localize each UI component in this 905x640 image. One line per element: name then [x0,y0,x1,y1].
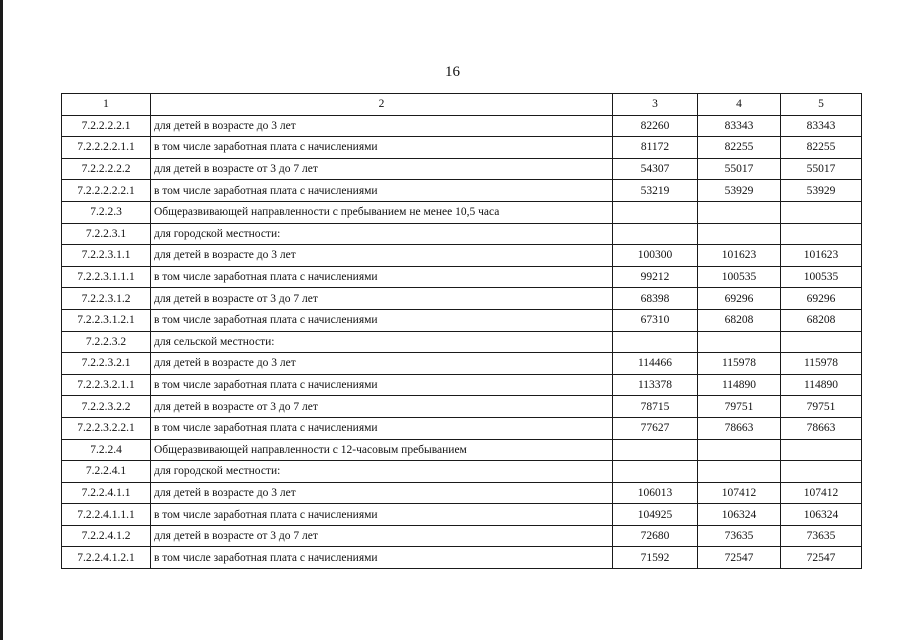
row-code-cell: 7.2.2.4 [62,439,151,461]
row-value-col3 [613,223,698,245]
table-row [62,396,862,418]
row-value-col5 [781,201,862,223]
row-description-cell: для городской местности: [151,223,613,245]
row-value-col5: 53929 [781,180,862,202]
row-value-col5 [781,439,862,461]
column-header: 2 [151,94,613,116]
row-value-col3: 106013 [613,482,698,504]
row-value-col5: 79751 [781,396,862,418]
row-code-cell: 7.2.2.3.2.1 [62,353,151,375]
row-code-cell: 7.2.2.3.1.1.1 [62,266,151,288]
row-value-col4: 53929 [698,180,781,202]
row-value-col5: 114890 [781,374,862,396]
table-row [62,331,862,353]
row-value-col4 [698,223,781,245]
row-value-col5: 68208 [781,309,862,331]
row-value-col4: 55017 [698,158,781,180]
table-row [62,417,862,439]
row-description-cell: Общеразвивающей направленности с пребыванием не менее 10,5 часа [151,201,613,223]
row-value-col5: 107412 [781,482,862,504]
row-value-col3: 104925 [613,504,698,526]
row-code-cell: 7.2.2.4.1 [62,461,151,483]
table-row [62,461,862,483]
row-value-col3: 68398 [613,288,698,310]
row-description-cell: в том числе заработная плата с начислениями [151,504,613,526]
row-code-cell: 7.2.2.3.2 [62,331,151,353]
row-value-col4: 107412 [698,482,781,504]
row-value-col4: 115978 [698,353,781,375]
table-row [62,245,862,267]
row-code-cell: 7.2.2.3.2.1.1 [62,374,151,396]
row-value-col3 [613,439,698,461]
row-value-col4: 82255 [698,137,781,159]
table-row [62,309,862,331]
table-row [62,547,862,569]
row-code-cell: 7.2.2.4.1.2.1 [62,547,151,569]
row-code-cell: 7.2.2.3.1.2 [62,288,151,310]
row-description-cell: для детей в возрасте до 3 лет [151,482,613,504]
row-value-col3: 82260 [613,115,698,137]
row-description-cell: для детей в возрасте до 3 лет [151,353,613,375]
row-value-col4 [698,461,781,483]
row-value-col3: 72680 [613,525,698,547]
table-header-row [62,94,862,116]
row-value-col3: 71592 [613,547,698,569]
row-code-cell: 7.2.2.3.1.1 [62,245,151,267]
row-value-col5 [781,331,862,353]
data-table [61,93,862,569]
row-value-col5: 115978 [781,353,862,375]
row-description-cell: в том числе заработная плата с начислениями [151,137,613,159]
row-value-col4: 114890 [698,374,781,396]
row-value-col4: 106324 [698,504,781,526]
row-description-cell: в том числе заработная плата с начислениями [151,547,613,569]
row-code-cell: 7.2.2.4.1.2 [62,525,151,547]
row-value-col4: 68208 [698,309,781,331]
row-value-col3: 100300 [613,245,698,267]
table-row [62,180,862,202]
row-description-cell: в том числе заработная плата с начислениями [151,417,613,439]
row-description-cell: в том числе заработная плата с начислениями [151,309,613,331]
row-value-col3: 67310 [613,309,698,331]
page-number: 16 [445,64,460,80]
row-value-col3: 78715 [613,396,698,418]
page-left-edge [0,0,3,640]
table-row [62,439,862,461]
row-value-col3 [613,461,698,483]
table-row [62,223,862,245]
column-header: 1 [62,94,151,116]
table-row [62,158,862,180]
column-header: 3 [613,94,698,116]
table-row [62,137,862,159]
row-description-cell: Общеразвивающей направленности с 12-часовым пребыванием [151,439,613,461]
row-value-col4 [698,331,781,353]
column-header: 5 [781,94,862,116]
table-row [62,353,862,375]
row-value-col4 [698,439,781,461]
row-code-cell: 7.2.2.4.1.1 [62,482,151,504]
row-value-col5: 101623 [781,245,862,267]
row-description-cell: для городской местности: [151,461,613,483]
row-value-col5: 55017 [781,158,862,180]
row-description-cell: для детей в возрасте от 3 до 7 лет [151,158,613,180]
row-value-col5: 73635 [781,525,862,547]
row-description-cell: для детей в возрасте от 3 до 7 лет [151,288,613,310]
row-code-cell: 7.2.2.3.2.2 [62,396,151,418]
table-body [62,115,862,568]
row-value-col3: 99212 [613,266,698,288]
table-row [62,266,862,288]
row-description-cell: для детей в возрасте до 3 лет [151,245,613,267]
row-value-col4: 73635 [698,525,781,547]
row-value-col5: 82255 [781,137,862,159]
table-row [62,201,862,223]
row-code-cell: 7.2.2.3.2.2.1 [62,417,151,439]
row-value-col3: 81172 [613,137,698,159]
row-value-col3: 77627 [613,417,698,439]
row-code-cell: 7.2.2.2.2.2 [62,158,151,180]
row-description-cell: для детей в возрасте от 3 до 7 лет [151,525,613,547]
row-value-col3 [613,201,698,223]
row-description-cell: для сельской местности: [151,331,613,353]
row-value-col5: 69296 [781,288,862,310]
row-description-cell: для детей в возрасте до 3 лет [151,115,613,137]
table-row [62,288,862,310]
row-value-col4: 100535 [698,266,781,288]
row-description-cell: в том числе заработная плата с начислениями [151,266,613,288]
row-value-col3: 54307 [613,158,698,180]
row-description-cell: в том числе заработная плата с начислениями [151,180,613,202]
row-value-col4: 79751 [698,396,781,418]
row-value-col4: 101623 [698,245,781,267]
row-value-col5 [781,461,862,483]
row-value-col5: 106324 [781,504,862,526]
row-value-col5: 83343 [781,115,862,137]
row-value-col5: 72547 [781,547,862,569]
row-value-col4: 78663 [698,417,781,439]
row-value-col3: 113378 [613,374,698,396]
row-code-cell: 7.2.2.2.2.2.1 [62,180,151,202]
table-row [62,504,862,526]
table-row [62,374,862,396]
table-row [62,482,862,504]
row-value-col5: 78663 [781,417,862,439]
row-code-cell: 7.2.2.4.1.1.1 [62,504,151,526]
row-code-cell: 7.2.2.3.1 [62,223,151,245]
row-value-col4: 69296 [698,288,781,310]
row-code-cell: 7.2.2.3 [62,201,151,223]
row-value-col4: 72547 [698,547,781,569]
row-value-col5 [781,223,862,245]
row-value-col4 [698,201,781,223]
table-row [62,525,862,547]
column-header: 4 [698,94,781,116]
row-value-col3 [613,331,698,353]
row-value-col3: 53219 [613,180,698,202]
row-description-cell: для детей в возрасте от 3 до 7 лет [151,396,613,418]
row-code-cell: 7.2.2.2.2.1 [62,115,151,137]
row-value-col3: 114466 [613,353,698,375]
row-value-col5: 100535 [781,266,862,288]
row-value-col4: 83343 [698,115,781,137]
table-row [62,115,862,137]
row-description-cell: в том числе заработная плата с начислениями [151,374,613,396]
row-code-cell: 7.2.2.2.2.1.1 [62,137,151,159]
row-code-cell: 7.2.2.3.1.2.1 [62,309,151,331]
